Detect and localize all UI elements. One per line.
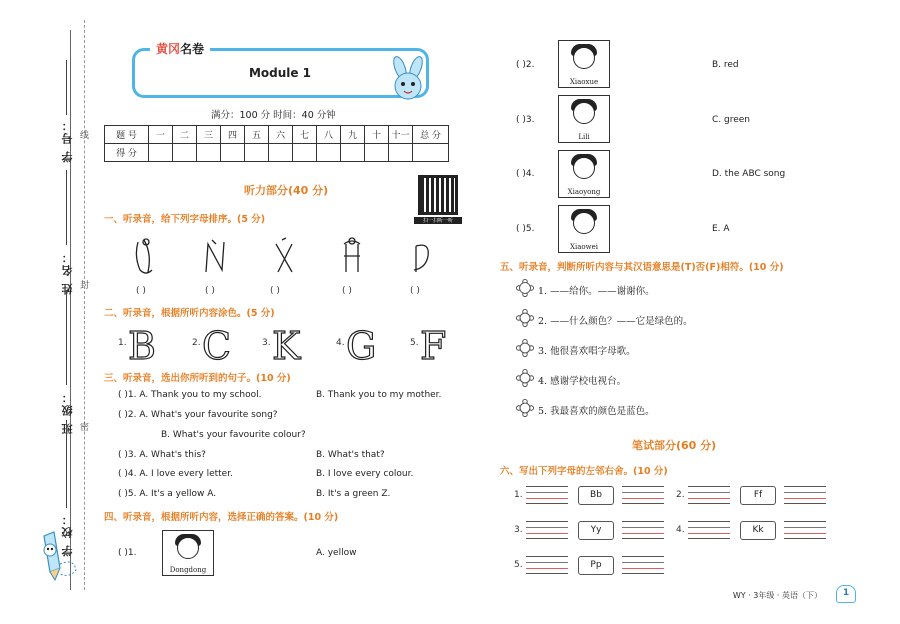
question-option-b[interactable]: B. It's a green Z. [316, 489, 391, 499]
pencil-mascot-icon [30, 528, 80, 584]
score-input-cell[interactable] [245, 144, 269, 162]
outline-letter-k[interactable]: K [272, 324, 301, 368]
face-icon [573, 212, 595, 234]
page-number: 1 [836, 585, 856, 603]
section-2-heading: 二、听录音，根据所听内容涂色。(5 分) [104, 308, 275, 319]
answer-paren[interactable]: ( ) [270, 286, 280, 296]
answer-paren[interactable]: ( ) [410, 286, 420, 296]
seal-text-2: 封 [80, 281, 90, 291]
brand-logo: 黄冈名卷 [150, 40, 210, 57]
face-icon [177, 537, 199, 559]
writing-lines-left[interactable] [526, 486, 568, 504]
answer-option: A. yellow [316, 548, 357, 558]
portrait-caption: Xiaoxue [569, 78, 599, 86]
table-cell: 十 [365, 126, 389, 144]
table-cell: 十一 [389, 126, 413, 144]
table-cell: 二 [173, 126, 197, 144]
statement: 2. ——什么颜色？——它是绿色的。 [538, 316, 693, 327]
outline-letter-f[interactable]: F [420, 324, 447, 368]
answer-paren[interactable]: ( )2. [516, 60, 535, 70]
item-number: 2. [192, 338, 201, 348]
portrait-dongdong [162, 530, 214, 576]
writing-lines-right[interactable] [622, 521, 664, 539]
letter-figures [130, 236, 450, 278]
question-option-b[interactable]: B. What's that? [316, 450, 385, 460]
table-cell: 四 [221, 126, 245, 144]
footer-text: WY · 3年级 · 英语（下） [732, 591, 822, 600]
writing-lines-right[interactable] [622, 486, 664, 504]
score-input-cell[interactable] [413, 144, 449, 162]
cut-line [84, 20, 85, 590]
item-number: 2. [676, 490, 685, 500]
figure-d-icon [414, 245, 428, 272]
table-cell: 一 [149, 126, 173, 144]
letter-box: Kk [740, 521, 776, 540]
flower-answer-icon[interactable] [516, 309, 534, 327]
writing-lines-left[interactable] [526, 556, 568, 574]
flower-answer-icon[interactable] [516, 279, 534, 297]
portrait-caption: Lili [578, 133, 590, 141]
flower-answer-icon[interactable] [516, 399, 534, 417]
bunny-mascot-icon [382, 56, 434, 106]
question-option-a[interactable]: ( )1. A. Thank you to my school. [118, 390, 262, 400]
statement: 3. 他很喜欢唱字母歌。 [538, 346, 636, 357]
question-option-b[interactable]: B. What's your favourite colour? [161, 430, 306, 440]
outline-letter-b[interactable]: B [128, 324, 156, 368]
answer-option: D. the ABC song [712, 169, 786, 179]
table-cell: 七 [293, 126, 317, 144]
answer-paren[interactable]: ( )4. [516, 169, 535, 179]
answer-paren[interactable]: ( )3. [516, 115, 535, 125]
writing-lines-right[interactable] [784, 486, 826, 504]
section-5-heading: 五、听录音，判断所听内容与其汉语意思是(T)否(F)相符。(10 分) [500, 262, 784, 273]
item-number: 1. [514, 490, 523, 500]
qr-caption: 扫一扫听一听 [414, 217, 462, 224]
table-cell: 题 号 [105, 126, 149, 144]
score-input-cell[interactable] [221, 144, 245, 162]
seal-text-1: 线 [80, 131, 90, 141]
score-info: 满分：100 分 时间：40 分钟 [211, 110, 336, 121]
portrait-lili [558, 95, 610, 143]
score-input-cell[interactable] [389, 144, 413, 162]
score-input-cell[interactable] [197, 144, 221, 162]
flower-answer-icon[interactable] [516, 369, 534, 387]
score-input-cell[interactable] [293, 144, 317, 162]
portrait-xiaowei [558, 205, 610, 253]
statement: 1. ——给你。——谢谢你。 [538, 286, 655, 297]
seal-text-3: 密 [80, 423, 90, 433]
school-label: 学 校： [61, 512, 74, 557]
letter-box: Ff [740, 486, 776, 505]
item-number: 5. [514, 560, 523, 570]
answer-paren[interactable]: ( )1. [118, 548, 137, 558]
figure-h-icon [344, 241, 360, 272]
student-no-field[interactable] [66, 60, 67, 115]
item-number: 3. [514, 525, 523, 535]
letter-box: Bb [578, 486, 614, 505]
figure-x-icon [276, 238, 292, 272]
score-input-cell[interactable] [317, 144, 341, 162]
question-option-a[interactable]: ( )2. A. What's your favourite song? [118, 410, 278, 420]
binding-line [70, 30, 71, 590]
item-number: 4. [336, 338, 345, 348]
item-number: 3. [262, 338, 271, 348]
section-1-heading: 一、听录音，给下列字母排序。(5 分) [104, 214, 266, 225]
writing-lines-right[interactable] [784, 521, 826, 539]
outline-letter-g[interactable]: G [346, 324, 377, 368]
table-cell: 总 分 [413, 126, 449, 144]
name-label: 姓 名： [61, 250, 74, 295]
item-number: 4. [676, 525, 685, 535]
writing-lines-left[interactable] [688, 521, 730, 539]
item-number: 1. [118, 338, 127, 348]
score-table [104, 125, 449, 162]
answer-paren[interactable]: ( )5. [516, 224, 535, 234]
statement: 4. 感谢学校电视台。 [538, 376, 627, 387]
portrait-xiaoyong [558, 150, 610, 198]
module-title: Module 1 [248, 66, 312, 80]
score-table-header-row [105, 126, 449, 144]
portrait-caption: Xiaoyong [567, 188, 601, 196]
face-icon [573, 102, 595, 124]
class-label: 班 级： [61, 390, 74, 435]
answer-paren[interactable]: ( ) [342, 286, 352, 296]
face-icon [573, 157, 595, 179]
item-number: 5. [410, 338, 419, 348]
question-option-a[interactable]: ( )4. A. I love every letter. [118, 469, 233, 479]
portrait-caption: Dongdong [169, 566, 207, 574]
writing-lines-left[interactable] [688, 486, 730, 504]
score-input-cell[interactable] [341, 144, 365, 162]
score-input-cell[interactable] [149, 144, 173, 162]
letter-box: Pp [578, 556, 614, 575]
question-option-a[interactable]: ( )3. A. What's this? [118, 450, 206, 460]
writing-lines-right[interactable] [622, 556, 664, 574]
table-cell: 得 分 [105, 144, 149, 162]
figure-n-icon [206, 240, 224, 272]
student-no-label: 学 号： [61, 118, 74, 163]
score-input-cell[interactable] [173, 144, 197, 162]
outline-letter-c[interactable]: C [202, 324, 232, 368]
table-cell: 八 [317, 126, 341, 144]
table-cell: 六 [269, 126, 293, 144]
face-icon [573, 47, 595, 69]
score-input-cell[interactable] [269, 144, 293, 162]
answer-option: E. A [712, 224, 730, 234]
school-field[interactable] [66, 420, 67, 508]
listening-part-title: 听力部分(40 分) [244, 184, 329, 197]
answer-option: C. green [712, 115, 750, 125]
answer-paren[interactable]: ( ) [205, 286, 215, 296]
statement: 5. 我最喜欢的颜色是蓝色。 [538, 406, 655, 417]
section-3-heading: 三、听录音，选出你所听到的句子。(10 分) [104, 373, 291, 384]
question-option-b[interactable]: B. I love every colour. [316, 469, 414, 479]
answer-paren[interactable]: ( ) [136, 286, 146, 296]
table-cell: 九 [341, 126, 365, 144]
table-cell: 五 [245, 126, 269, 144]
score-table-score-row [105, 144, 449, 162]
class-field[interactable] [66, 290, 67, 385]
writing-part-title: 笔试部分(60 分) [632, 439, 717, 452]
name-field[interactable] [66, 170, 67, 245]
writing-lines-left[interactable] [526, 521, 568, 539]
answer-option: B. red [712, 60, 739, 70]
letter-box: Yy [578, 521, 614, 540]
table-cell: 三 [197, 126, 221, 144]
flower-answer-icon[interactable] [516, 339, 534, 357]
section-6-heading: 六、写出下列字母的左邻右舍。(10 分) [500, 466, 668, 477]
score-input-cell[interactable] [365, 144, 389, 162]
section-4-heading: 四、听录音，根据所听内容，选择正确的答案。(10 分) [104, 512, 339, 523]
qr-code-icon[interactable] [418, 175, 458, 215]
portrait-caption: Xiaowei [570, 243, 598, 251]
portrait-xiaoxue [558, 40, 610, 88]
question-option-a[interactable]: ( )5. A. It's a yellow A. [118, 489, 217, 499]
question-option-b[interactable]: B. Thank you to my mother. [316, 390, 442, 400]
